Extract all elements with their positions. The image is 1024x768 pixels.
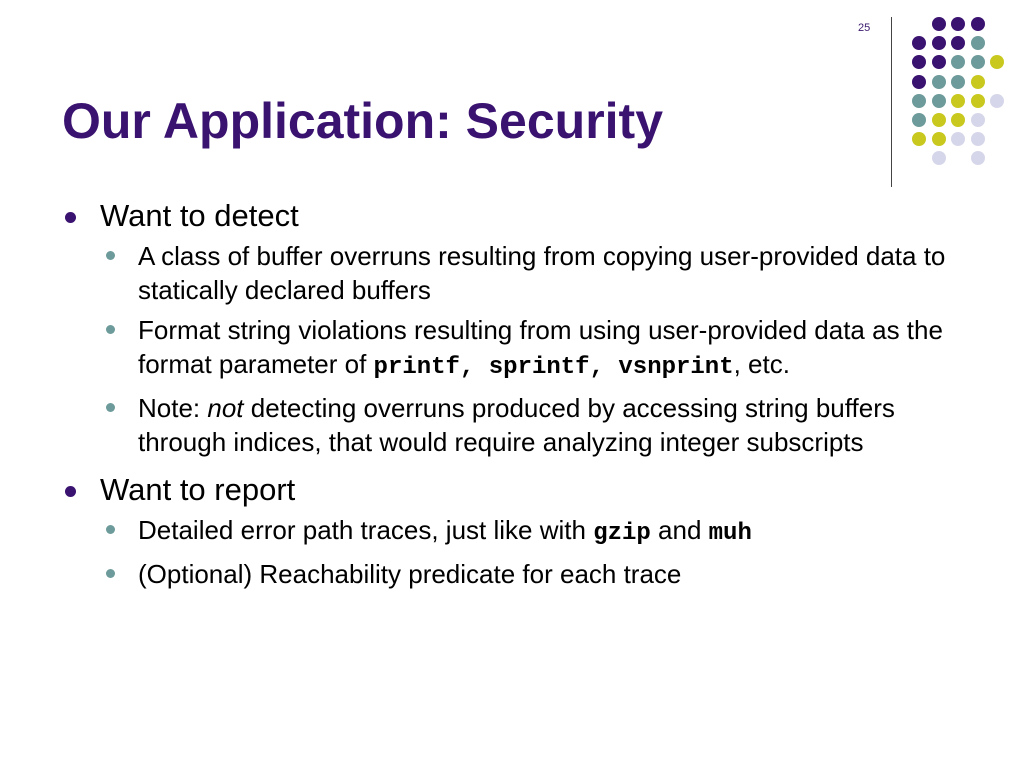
bullet-text: Want to report <box>100 472 296 507</box>
decorative-dot <box>971 94 985 108</box>
slide-number: 25 <box>858 22 871 34</box>
decorative-dot <box>912 75 926 89</box>
code-muh: muh <box>708 520 752 547</box>
sub-bullet-text: A class of buffer overruns resulting from copying user-provided data to statically declared buffers <box>138 241 946 305</box>
decorative-dot <box>932 151 946 165</box>
bullet-marker <box>65 486 76 497</box>
code-gzip: gzip <box>593 520 651 547</box>
sub-bullet-text-pre: Format string violations resulting from using user-provided data as the format parameter of <box>138 315 943 379</box>
decorative-dot <box>990 55 1004 69</box>
decorative-dot <box>912 55 926 69</box>
decorative-dot <box>951 17 965 31</box>
decorative-dot <box>932 17 946 31</box>
decorative-dot <box>971 113 985 127</box>
sub-bullet-text-pre: Detailed error path traces, just like with <box>138 515 594 545</box>
decorative-dot <box>990 94 1004 108</box>
decorative-dot <box>912 94 926 108</box>
bullet-want-to-report <box>62 471 962 509</box>
bullet-text: Want to detect <box>100 198 299 233</box>
decorative-dot <box>971 17 985 31</box>
sub-bullet-text-pre: Note: <box>138 393 208 423</box>
decorative-dot <box>951 75 965 89</box>
sub-bullet-marker <box>106 525 115 534</box>
decorative-dot <box>912 132 926 146</box>
sub-bullet-reachability <box>62 557 962 591</box>
decorative-dot <box>912 113 926 127</box>
decorative-dot <box>971 36 985 50</box>
decorative-dot <box>912 36 926 50</box>
sub-bullet-marker <box>106 325 115 334</box>
code-functions: printf, sprintf, vsnprint <box>373 354 734 381</box>
sub-bullet-text-post: detecting overruns produced by accessing string buffers through indices, that would require analyzing integer subscripts <box>138 393 895 457</box>
sub-bullet-text: (Optional) Reachability predicate for each trace <box>138 559 682 589</box>
sub-bullet-text-post: , etc. <box>733 349 790 379</box>
decorative-dot <box>932 75 946 89</box>
decorative-dot <box>971 132 985 146</box>
decorative-dot <box>971 151 985 165</box>
decorative-dot <box>951 36 965 50</box>
slide-content <box>62 197 962 597</box>
decorative-dot <box>932 55 946 69</box>
sub-bullet-marker <box>106 569 115 578</box>
sub-bullet-format-string <box>62 313 962 385</box>
sub-bullet-marker <box>106 251 115 260</box>
emphasis-not: not <box>207 393 244 423</box>
decorative-dot <box>951 113 965 127</box>
decorative-dot <box>951 132 965 146</box>
sub-bullet-text-mid: and <box>650 515 709 545</box>
slide-title: Our Application: Security <box>62 93 664 149</box>
decorative-dot <box>951 94 965 108</box>
decorative-dot <box>932 94 946 108</box>
decorative-dot <box>932 113 946 127</box>
bullet-marker <box>65 212 76 223</box>
decorative-dot <box>951 55 965 69</box>
decorative-divider <box>891 17 892 187</box>
bullet-want-to-detect <box>62 197 962 235</box>
decorative-dot <box>971 55 985 69</box>
sub-bullet-note <box>62 391 962 459</box>
decorative-dot <box>932 36 946 50</box>
decorative-dot <box>932 132 946 146</box>
sub-bullet-marker <box>106 403 115 412</box>
sub-bullet-buffer-overruns <box>62 239 962 307</box>
sub-bullet-error-traces <box>62 513 962 551</box>
decorative-dot <box>971 75 985 89</box>
